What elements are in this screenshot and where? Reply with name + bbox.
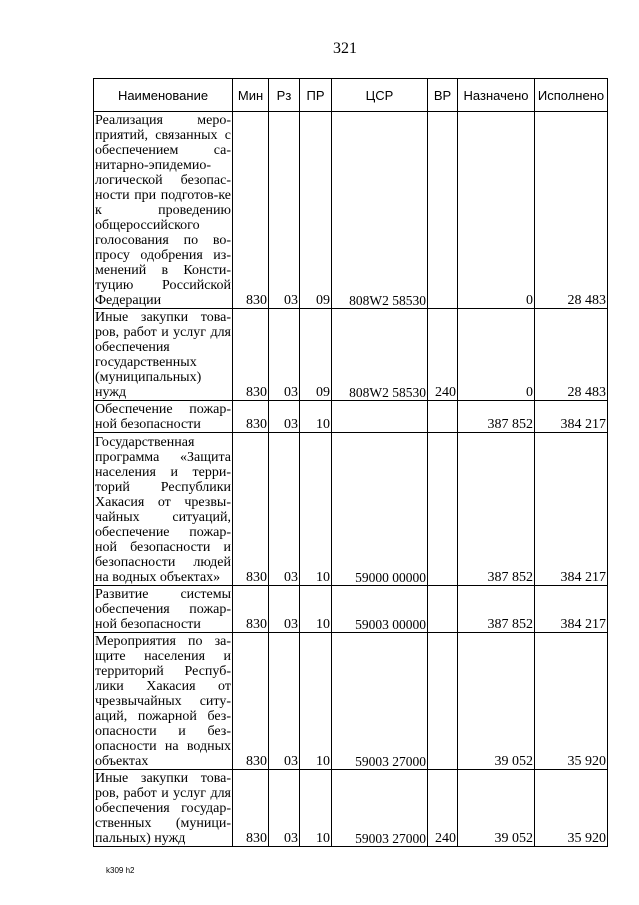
row-name: Развитие системы обеспечения пожар-ной безопасности [95, 587, 231, 632]
table-row [94, 309, 608, 401]
row-rz: 03 [269, 112, 300, 309]
row-min: 830 [233, 586, 269, 633]
row-rz: 03 [269, 586, 300, 633]
row-executed: 28 483 [535, 112, 608, 309]
row-rz: 03 [269, 433, 300, 586]
row-vr [428, 586, 458, 633]
col-header-rz: Рз [269, 79, 300, 112]
row-csr: 59003 00000 [332, 586, 428, 633]
row-vr: 240 [428, 770, 458, 847]
row-pr: 09 [300, 112, 332, 309]
row-executed: 35 920 [535, 770, 608, 847]
table-row [94, 401, 608, 433]
budget-table [93, 78, 608, 847]
row-assigned: 0 [458, 309, 535, 401]
col-header-assigned: Назначено [458, 79, 535, 112]
row-assigned: 39 052 [458, 633, 535, 770]
table-row [94, 633, 608, 770]
row-assigned: 387 852 [458, 586, 535, 633]
row-min: 830 [233, 770, 269, 847]
footer-code: k309 h2 [106, 866, 135, 875]
row-min: 830 [233, 433, 269, 586]
row-executed: 384 217 [535, 401, 608, 433]
col-header-vr: ВР [428, 79, 458, 112]
row-vr [428, 633, 458, 770]
row-rz: 03 [269, 633, 300, 770]
row-pr: 10 [300, 401, 332, 433]
row-csr: 59000 00000 [332, 433, 428, 586]
row-rz: 03 [269, 770, 300, 847]
col-header-name: Наименование [94, 79, 233, 112]
table-header-row [94, 79, 608, 112]
row-min: 830 [233, 401, 269, 433]
row-csr: 808W2 58530 [332, 112, 428, 309]
table-row [94, 586, 608, 633]
row-vr [428, 433, 458, 586]
table-row [94, 770, 608, 847]
row-pr: 10 [300, 770, 332, 847]
row-executed: 28 483 [535, 309, 608, 401]
col-header-pr: ПР [300, 79, 332, 112]
row-min: 830 [233, 112, 269, 309]
row-name: Реализация меро-приятий, связанных с обеспечением са-нитарно-эпидемио-логической безопас-ности при подготов-ке к проведению общероссийского голосования по во-просу одобрения из-менений в Консти-туцию Российской Федерации [95, 113, 231, 308]
row-executed: 35 920 [535, 633, 608, 770]
row-name: Иные закупки това-ров, работ и услуг для обеспечения государ-ственных (муници-пальных) нужд [95, 771, 231, 846]
row-name: Мероприятия по за-щите населения и территорий Респуб-лики Хакасия от чрезвычайных ситу-аций, пожарной без-опасности и без-опасности на водных объектах [95, 634, 231, 769]
row-pr: 10 [300, 633, 332, 770]
row-pr: 10 [300, 586, 332, 633]
row-pr: 09 [300, 309, 332, 401]
row-assigned: 387 852 [458, 433, 535, 586]
table-row [94, 112, 608, 309]
row-csr [332, 401, 428, 433]
table-row [94, 433, 608, 586]
row-assigned: 39 052 [458, 770, 535, 847]
row-executed: 384 217 [535, 433, 608, 586]
row-min: 830 [233, 633, 269, 770]
row-csr: 808W2 58530 [332, 309, 428, 401]
row-rz: 03 [269, 401, 300, 433]
row-name: Обеспечение пожар-ной безопасности [95, 402, 231, 432]
col-header-min: Мин [233, 79, 269, 112]
row-csr: 59003 27000 [332, 770, 428, 847]
row-vr [428, 401, 458, 433]
row-pr: 10 [300, 433, 332, 586]
row-assigned: 387 852 [458, 401, 535, 433]
row-rz: 03 [269, 309, 300, 401]
row-executed: 384 217 [535, 586, 608, 633]
row-vr [428, 112, 458, 309]
row-name: Иные закупки това-ров, работ и услуг для обеспечения государственных (муниципальных) нужд [95, 310, 231, 400]
row-name: Государственная программа «Защита населения и терри-торий Республики Хакасия от чрезвы-чайных ситуаций, обеспечение пожар-ной безопасности и безопасности людей на водных объектах» [94, 433, 233, 586]
col-header-executed: Исполнено [535, 79, 608, 112]
row-assigned: 0 [458, 112, 535, 309]
row-vr: 240 [428, 309, 458, 401]
row-min: 830 [233, 309, 269, 401]
row-csr: 59003 27000 [332, 633, 428, 770]
col-header-csr: ЦСР [332, 79, 428, 112]
page-number: 321 [333, 40, 357, 57]
